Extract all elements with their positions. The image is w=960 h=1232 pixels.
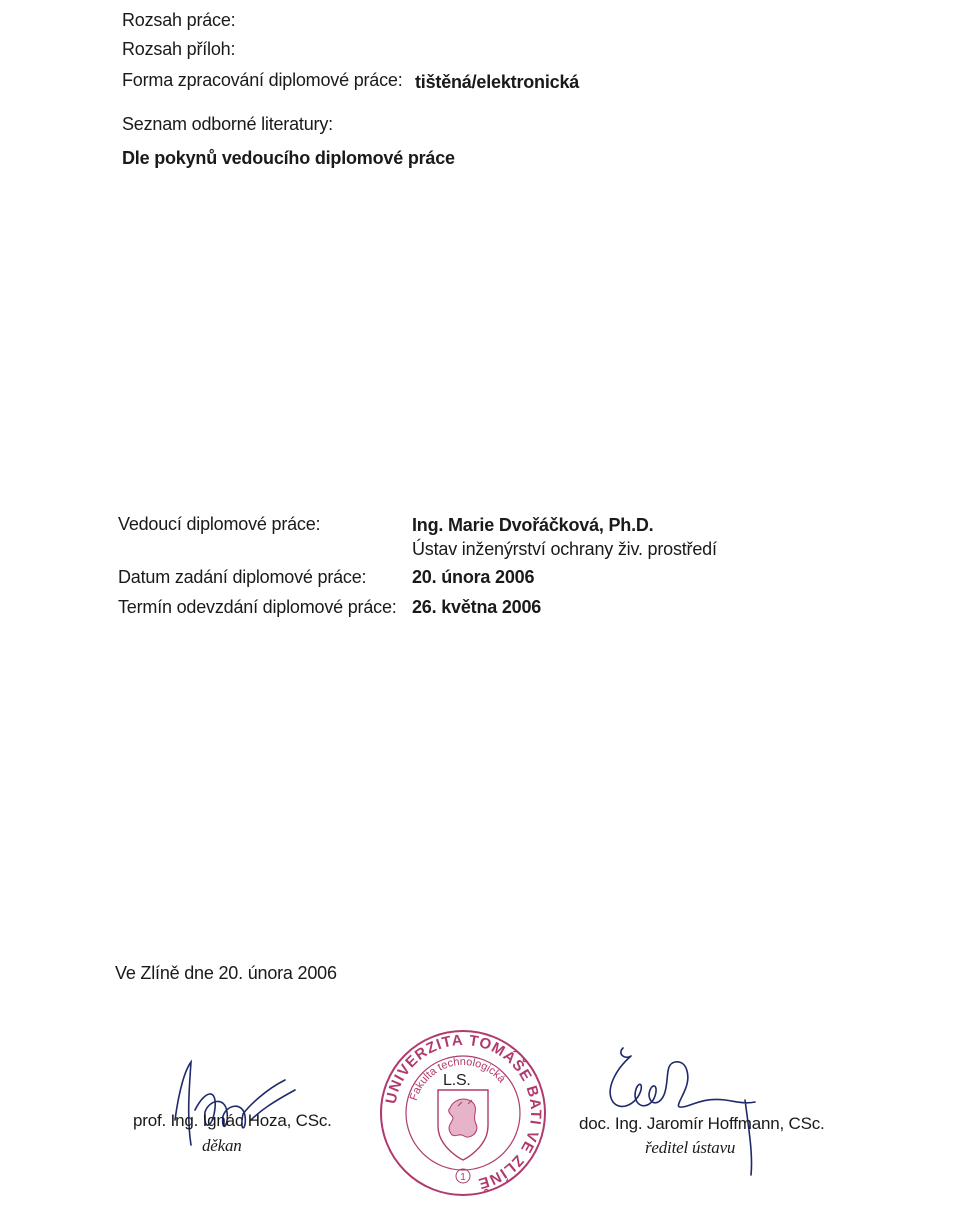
datum-zadani-value: 20. února 2006 — [412, 567, 535, 587]
stamp-inner-text: Fakulta technologická — [407, 1055, 508, 1103]
director-signature — [595, 1040, 765, 1180]
forma-zpracovani-label: Forma zpracování diplomové práce: — [122, 70, 403, 90]
ustav-value: Ústav inženýrství ochrany živ. prostředí — [412, 539, 717, 559]
seznam-literatury-value: Dle pokynů vedoucího diplomové práce — [122, 148, 455, 168]
place-date: Ve Zlíně dne 20. února 2006 — [115, 963, 337, 983]
ls-mark: L.S. — [443, 1072, 471, 1089]
rozsah-priloh-label: Rozsah příloh: — [122, 39, 236, 59]
stamp-outer-text: UNIVERZITA TOMÁŠE BATI VE ZLÍNĚ — [382, 1031, 545, 1193]
dean-name: prof. Ing. Ignác Hoza, CSc. — [133, 1111, 332, 1130]
datum-zadani-label: Datum zadání diplomové práce: — [118, 567, 367, 587]
dean-role: děkan — [202, 1136, 242, 1155]
director-name: doc. Ing. Jaromír Hoffmann, CSc. — [579, 1114, 825, 1133]
vedouci-label: Vedoucí diplomové práce: — [118, 514, 321, 534]
termin-odevzdani-label: Termín odevzdání diplomové práce: — [118, 597, 397, 617]
termin-odevzdani-value: 26. května 2006 — [412, 597, 542, 617]
vedouci-value: Ing. Marie Dvořáčková, Ph.D. — [412, 515, 654, 535]
stamp-number: 1 — [460, 1172, 466, 1183]
stamp-lion-icon — [449, 1099, 477, 1137]
rozsah-prace-label: Rozsah práce: — [122, 10, 236, 30]
director-role: ředitel ústavu — [645, 1138, 736, 1157]
forma-zpracovani-value: tištěná/elektronická — [415, 72, 580, 92]
seznam-literatury-label: Seznam odborné literatury: — [122, 114, 333, 134]
university-stamp — [378, 1028, 548, 1198]
